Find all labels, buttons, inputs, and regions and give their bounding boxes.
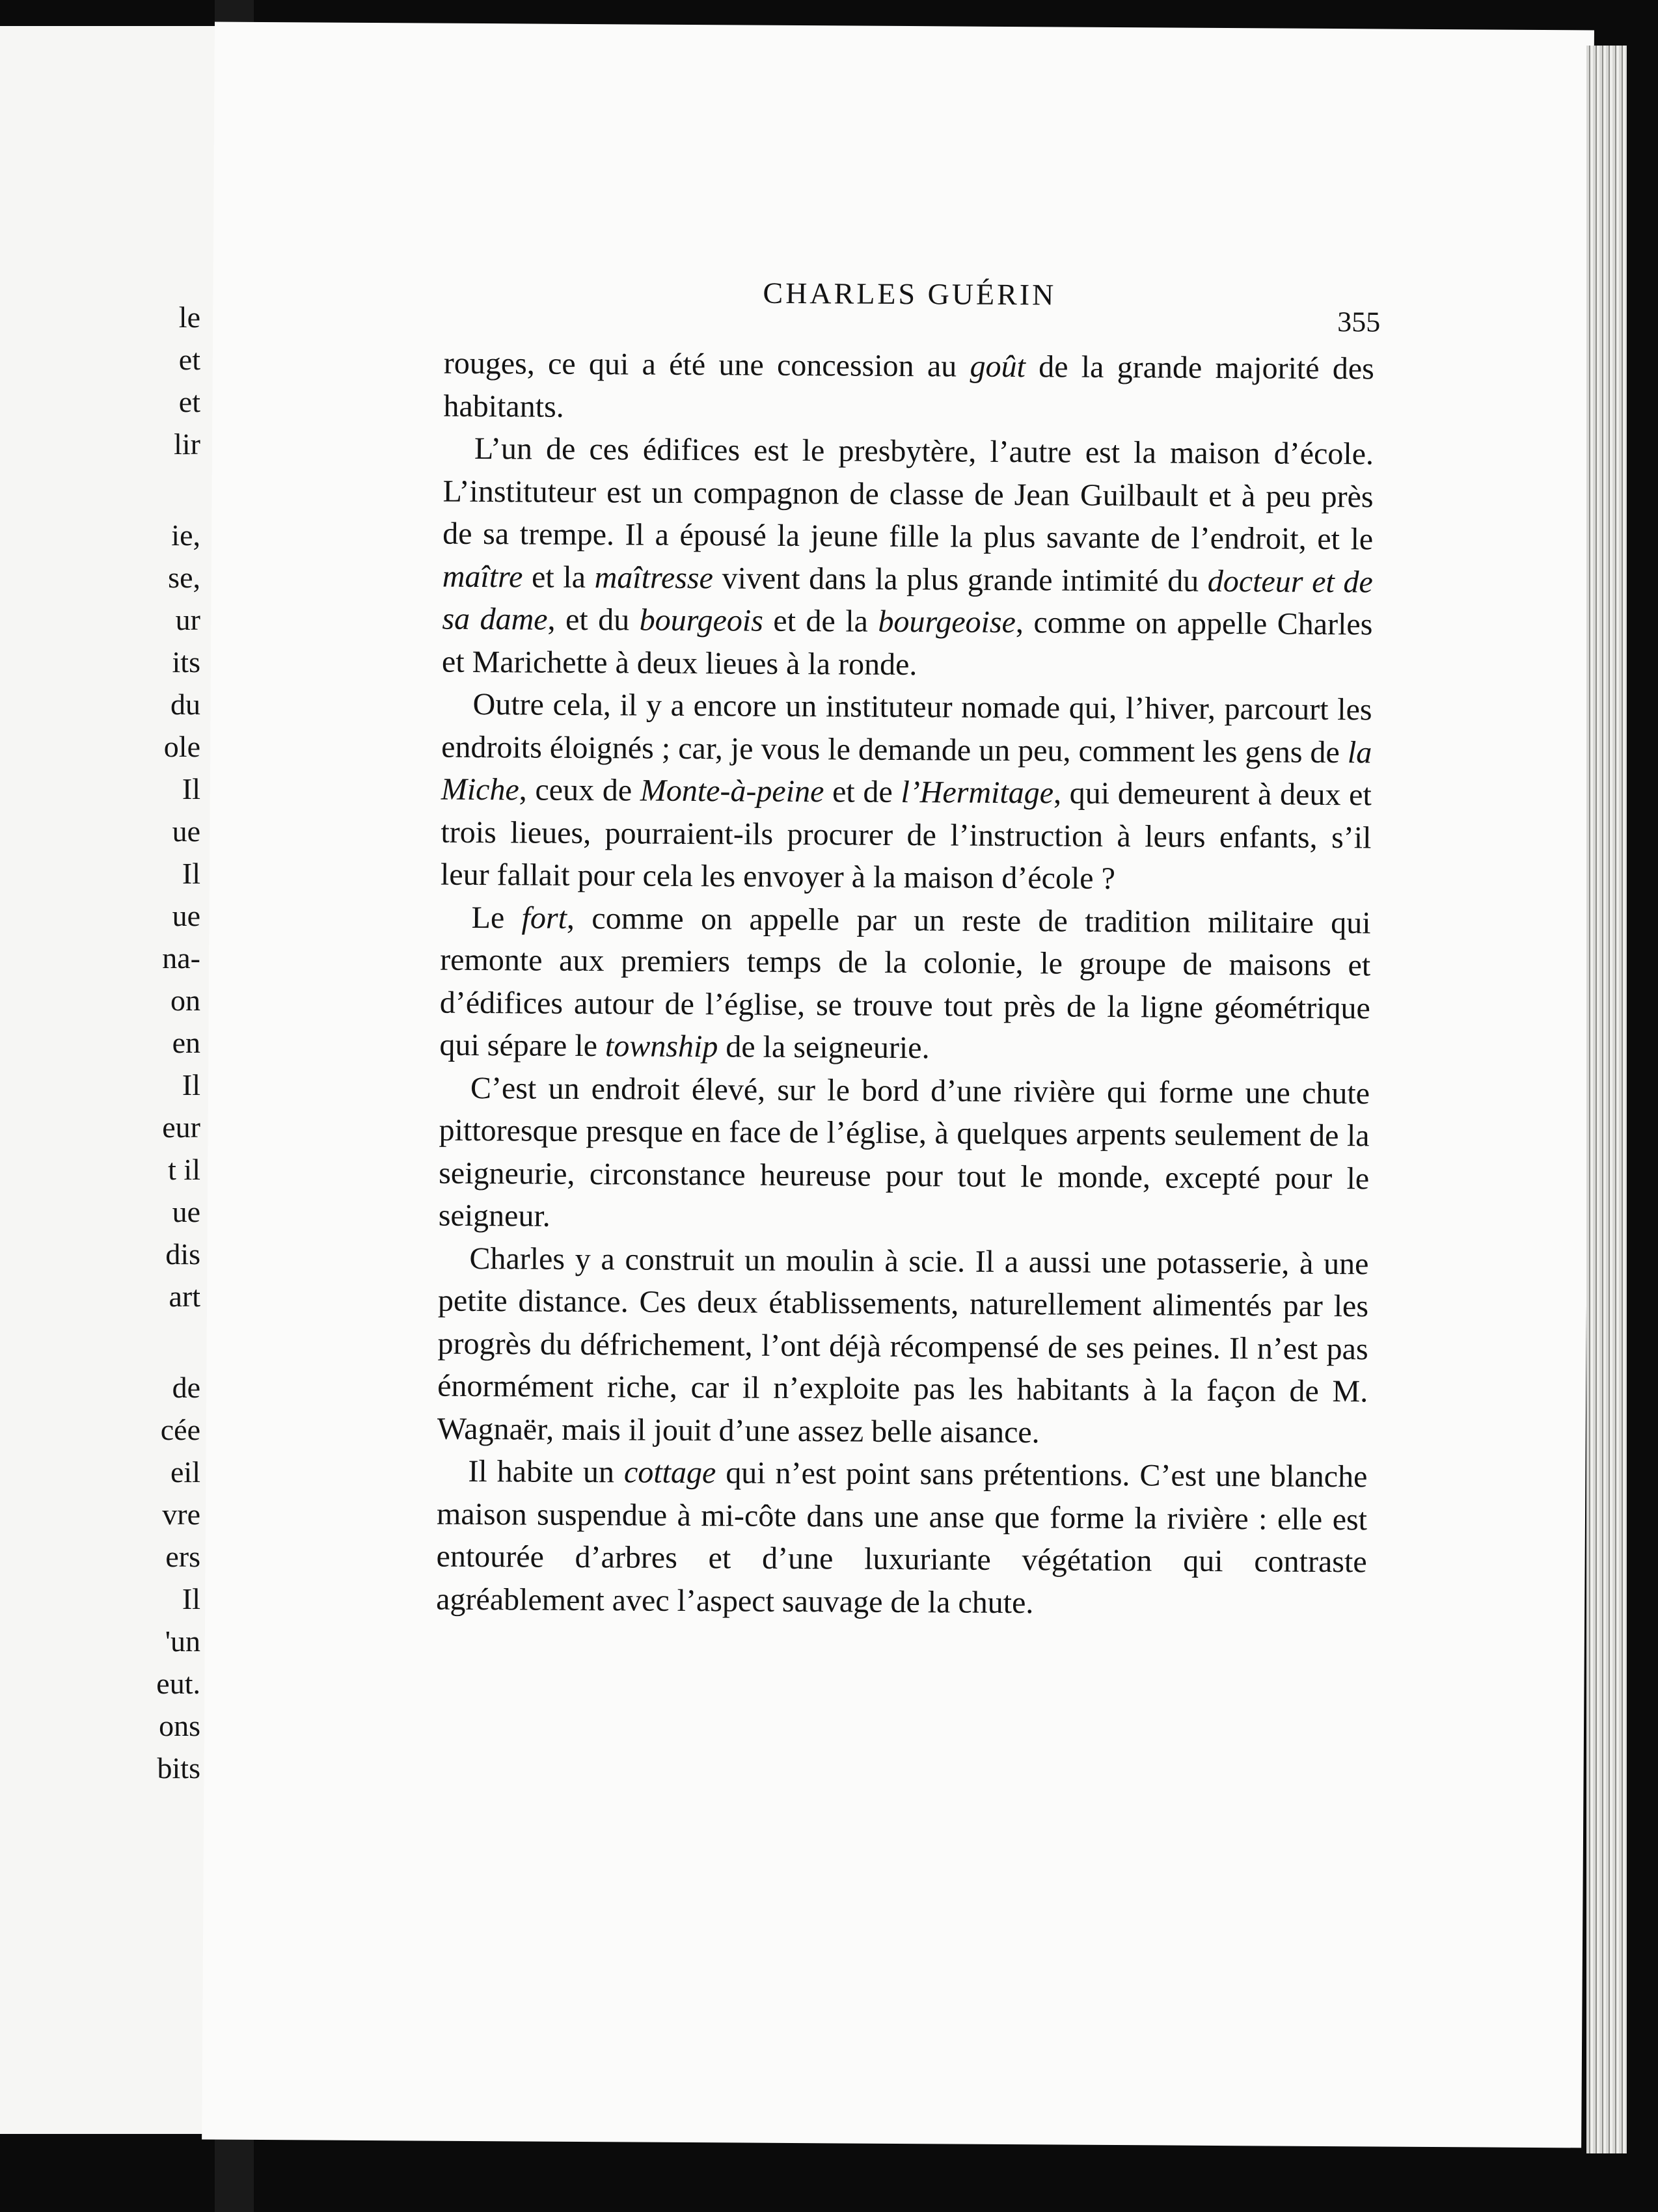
left-page-text-fragment: du xyxy=(170,688,200,721)
left-page-text-fragment: na- xyxy=(162,941,200,975)
left-page-text-fragment: on xyxy=(170,984,200,1017)
left-page-text-fragment: 'un xyxy=(165,1625,200,1658)
italic-term: cottage xyxy=(623,1455,716,1490)
italic-term: bourgeois xyxy=(639,602,764,638)
page-edges xyxy=(1586,46,1627,2153)
italic-term: maître xyxy=(442,559,523,594)
left-page-text-fragment: art xyxy=(169,1280,200,1313)
italic-term: goût xyxy=(970,349,1026,384)
body-text xyxy=(436,342,1374,1626)
left-page-text-fragment: vre xyxy=(162,1498,200,1531)
page-number: 355 xyxy=(1337,306,1381,338)
left-page xyxy=(0,26,215,2134)
paragraph-2: L’un de ces édifices est le presbytère, l’autre est la maison d’école. L’instituteur est un compagnon de classe de Jean Guilbault et à peu près de sa trempe. Il a épousé la jeune fille la plus savante de l’endroit, et le maître et la maîtresse vivent dans la plus grande intimité du docteur et de sa dame, et du bourgeois et de la bourgeoise, comme on appelle Charles et Marichette à deux lieues à la ronde. xyxy=(441,431,1374,682)
left-page-text-fragment: ue xyxy=(172,815,200,848)
paragraph-6: Charles y a construit un moulin à scie. Il a aussi une potasserie, à une petite distance. Ces deux établissements, naturellement alimentés par les progrès du défrichement, l’ont déjà récompensé de ses peines. Il n’est pas énormément riche, car il n’exploite pas les habitants à la façon de M. Wagnaër, mais il jouit d’une assez belle aisance. xyxy=(437,1241,1369,1450)
italic-term: l’Hermitage xyxy=(901,774,1054,811)
right-page xyxy=(202,22,1594,2148)
left-page-text-fragment: eut. xyxy=(156,1667,200,1700)
italic-term: fort xyxy=(521,900,567,936)
left-page-text-fragment: dis xyxy=(165,1237,200,1271)
left-page-text-fragment: Il xyxy=(182,772,200,805)
left-page-text-fragment: Il xyxy=(182,1068,200,1101)
left-page-text-fragment: ue xyxy=(172,899,200,932)
left-page-text-fragment: bits xyxy=(157,1751,200,1785)
italic-term: la Miche xyxy=(441,735,1372,807)
left-page-text-fragment: ers xyxy=(165,1540,200,1573)
left-page-text-fragment: le xyxy=(178,301,200,334)
italic-term: docteur et de sa dame xyxy=(442,563,1373,637)
left-page-text-fragment: eil xyxy=(170,1455,200,1489)
left-page-text-fragment: cée xyxy=(160,1413,200,1446)
left-page-text-fragment: de xyxy=(172,1371,200,1404)
italic-term: township xyxy=(605,1029,718,1064)
paragraph-7: Il habite un cottage qui n’est point sans prétentions. C’est une blanche maison suspendue à mi-côte dans une anse que forme la rivière : elle est entourée d’arbres et d’une luxuriante végétation qui contraste agréablement avec l’aspect sauvage de la chute. xyxy=(436,1453,1368,1620)
paragraph-3: Outre cela, il y a encore un instituteur nomade qui, l’hiver, parcourt les endroits éloignés ; car, je vous le demande un peu, comment les gens de la Miche, ceux de Monte-à-peine et de l’Hermitage, qui demeurent à deux et trois lieues, pourraient-ils procurer de l’instruction à leurs enfants, s’il leur fallait pour cela les envoyer à la maison d’école ? xyxy=(440,686,1372,897)
left-page-text-fragment: its xyxy=(172,645,200,679)
left-page-text-fragment: ur xyxy=(175,603,200,636)
left-page-text-fragment: ole xyxy=(163,730,200,763)
left-page-text-fragment: se, xyxy=(168,561,200,594)
left-page-text-fragment: lir xyxy=(174,427,200,461)
paragraph-1: rouges, ce qui a été une concession au goût de la grande majorité des habitants. xyxy=(443,345,1374,424)
left-page-text-fragment: et xyxy=(178,343,200,376)
paragraph-4: Le fort, comme on appelle par un reste de tradition militaire qui remonte aux premiers temps de la colonie, le groupe de maisons et d’édifices autour de l’église, se trouve tout près de la ligne géométrique qui sépare le township de la seigneurie. xyxy=(439,900,1371,1066)
running-title: CHARLES GUÉRIN xyxy=(763,276,1057,312)
paragraph-5: C’est un endroit élevé, sur le bord d’une rivière qui forme une chute pittoresque presque en face de l’église, à quelques arpents seulement de la seigneurie, circonstance heureuse pour tout le monde, excepté pour le seigneur. xyxy=(438,1070,1370,1234)
left-page-text-fragment: en xyxy=(172,1026,200,1059)
italic-term: Monte-à-peine xyxy=(640,773,824,809)
left-page-text-fragment: et xyxy=(178,385,200,418)
left-page-text-fragment: ie, xyxy=(171,519,200,552)
left-page-text-fragment: ue xyxy=(172,1195,200,1228)
left-page-text-fragment: Il xyxy=(182,857,200,890)
left-page-text-fragment: Il xyxy=(182,1582,200,1615)
italic-term: bourgeoise xyxy=(878,604,1016,640)
left-page-text-fragment: eur xyxy=(162,1111,200,1144)
left-page-text-fragment: t il xyxy=(168,1153,200,1186)
italic-term: maîtresse xyxy=(594,560,714,595)
left-page-text-fragment: ons xyxy=(159,1709,200,1742)
